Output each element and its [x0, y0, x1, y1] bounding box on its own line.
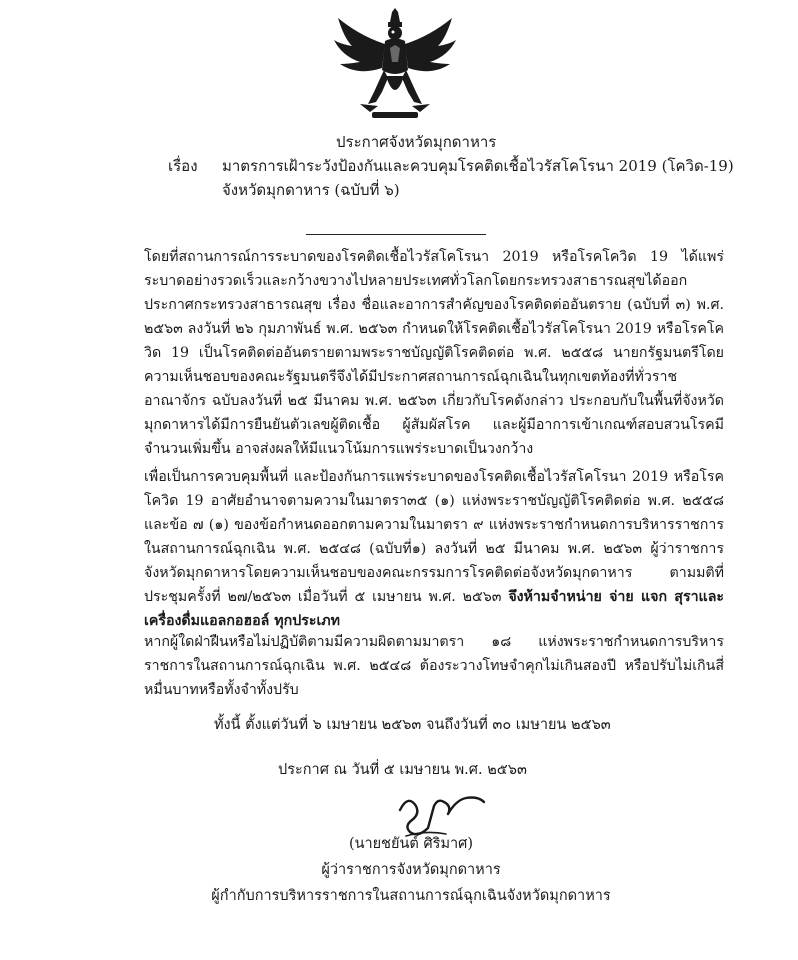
- garuda-emblem-icon: [330, 8, 460, 128]
- header-divider: [306, 234, 486, 235]
- paragraph-text: โดยที่สถานการณ์การระบาดของโรคติดเชื้อไวรัสโคโรนา 2019 หรือโรคโควิด 19 ได้แพร่ระบาดอย่างรวดเร็วและกว้างขวางไปหลายประเทศทั่วโลกโดยกระทรวงสาธารณสุขได้ออกประกาศกระทรวงสาธารณสุข เรื่อง ชื่อและอาการสำคัญของโรคติดต่ออันตราย (ฉบับที่ ๓) พ.ศ. ๒๕๖๓ ลงวันที่ ๒๖ กุมภาพันธ์ พ.ศ. ๒๕๖๓ กำหนดให้โรคติดเชื้อไวรัสโคโรนา 2019 หรือโรคโควิด 19 เป็นโรคติดต่ออันตรายตามพระราชบัญญัติโรคติดต่อ พ.ศ. ๒๕๕๘ นายกรัฐมนตรีโดยความเห็นชอบของคณะรัฐมนตรีจึงได้มีประกาศสถานการณ์ฉุกเฉินในทุกเขตท้องที่ทั่วราชอาณาจักร ฉบับลงวันที่ ๒๕ มีนาคม พ.ศ. ๒๕๖๓ เกี่ยวกับโรคดังกล่าว ประกอบกับในพื้นที่จังหวัดมุกดาหารได้มีการยืนยันตัวเลขผู้ติดเชื้อ ผู้สัมผัสโรค และผู้มีอาการเข้าเกณฑ์สอบสวนโรคมีจำนวนเพิ่มขึ้น อาจส่งผลให้มีแนวโน้มการแพร่ระบาดเป็นวงกว้าง: [144, 249, 724, 457]
- handwritten-signature-icon: [386, 780, 496, 840]
- signer-name: (นายชยันต์ ศิริมาศ): [348, 836, 474, 852]
- paragraph-text: [84, 465, 724, 633]
- announcement-title: ประกาศจังหวัดมุกดาหาร: [336, 133, 497, 151]
- signer-role: ผู้กำกับการบริหารราชการในสถานการณ์ฉุกเฉินจังหวัดมุกดาหาร: [211, 888, 611, 904]
- subject-label: เรื่อง: [168, 157, 198, 175]
- paragraph-background: [84, 245, 724, 461]
- paragraph-text: หากผู้ใดฝ่าฝืนหรือไม่ปฏิบัติตามมีความผิดตามมาตรา ๑๘ แห่งพระราชกำหนดการบริหารราชการในสถานการณ์ฉุกเฉิน พ.ศ. ๒๕๔๘ ต้องระวางโทษจำคุกไม่เกินสองปี หรือปรับไม่เกินสี่หมื่นบาทหรือทั้งจำทั้งปรับ: [144, 634, 724, 698]
- paragraph-order-text: เพื่อเป็นการควบคุมพื้นที่ และป้องกันการแพร่ระบาดของโรคติดเชื้อไวรัสโคโรนา 2019 หรือโรคโควิด 19 อาศัยอำนาจตามความในมาตรา๓๕ (๑) แห่งพระราชบัญญัติโรคติดต่อ พ.ศ. ๒๕๕๘ และข้อ ๗ (๑) ของข้อกำหนดออกตามความในมาตรา ๙ แห่งพระราชกำหนดการบริหารราชการในสถานการณ์ฉุกเฉิน พ.ศ. ๒๕๔๘ (ฉบับที่๑) ลงวันที่ ๒๕ มีนาคม พ.ศ. ๒๕๖๓ ผู้ว่าราชการจังหวัดมุกดาหารโดยความเห็นชอบของคณะกรรมการโรคติดต่อจังหวัดมุกดาหาร ตามมติที่ประชุมครั้งที่ ๒๗/๒๕๖๓ เมื่อวันที่ ๕ เมษายน พ.ศ. ๒๕๖๓: [144, 469, 724, 605]
- prohibition-text: จึงห้ามจำหน่าย จ่าย แจก สุราและเครื่องดื่มแอลกอฮอล์ ทุกประเภท: [144, 589, 725, 629]
- subject-text: มาตรการเฝ้าระวังป้องกันและควบคุมโรคติดเชื้อไวรัสโคโรนา 2019 (โควิด-19): [222, 157, 734, 175]
- paragraph-order: [84, 465, 724, 633]
- effective-period: ทั้งนี้ ตั้งแต่วันที่ ๖ เมษายน ๒๕๖๓ จนถึงวันที่ ๓๐ เมษายน ๒๕๖๓: [214, 717, 611, 733]
- signer-position: ผู้ว่าราชการจังหวัดมุกดาหาร: [321, 862, 501, 878]
- announce-date: ประกาศ ณ วันที่ ๕ เมษายน พ.ศ. ๒๕๖๓: [278, 762, 527, 778]
- paragraph-penalty: [84, 630, 724, 702]
- subject-text-line2: จังหวัดมุกดาหาร (ฉบับที่ ๖): [222, 181, 400, 199]
